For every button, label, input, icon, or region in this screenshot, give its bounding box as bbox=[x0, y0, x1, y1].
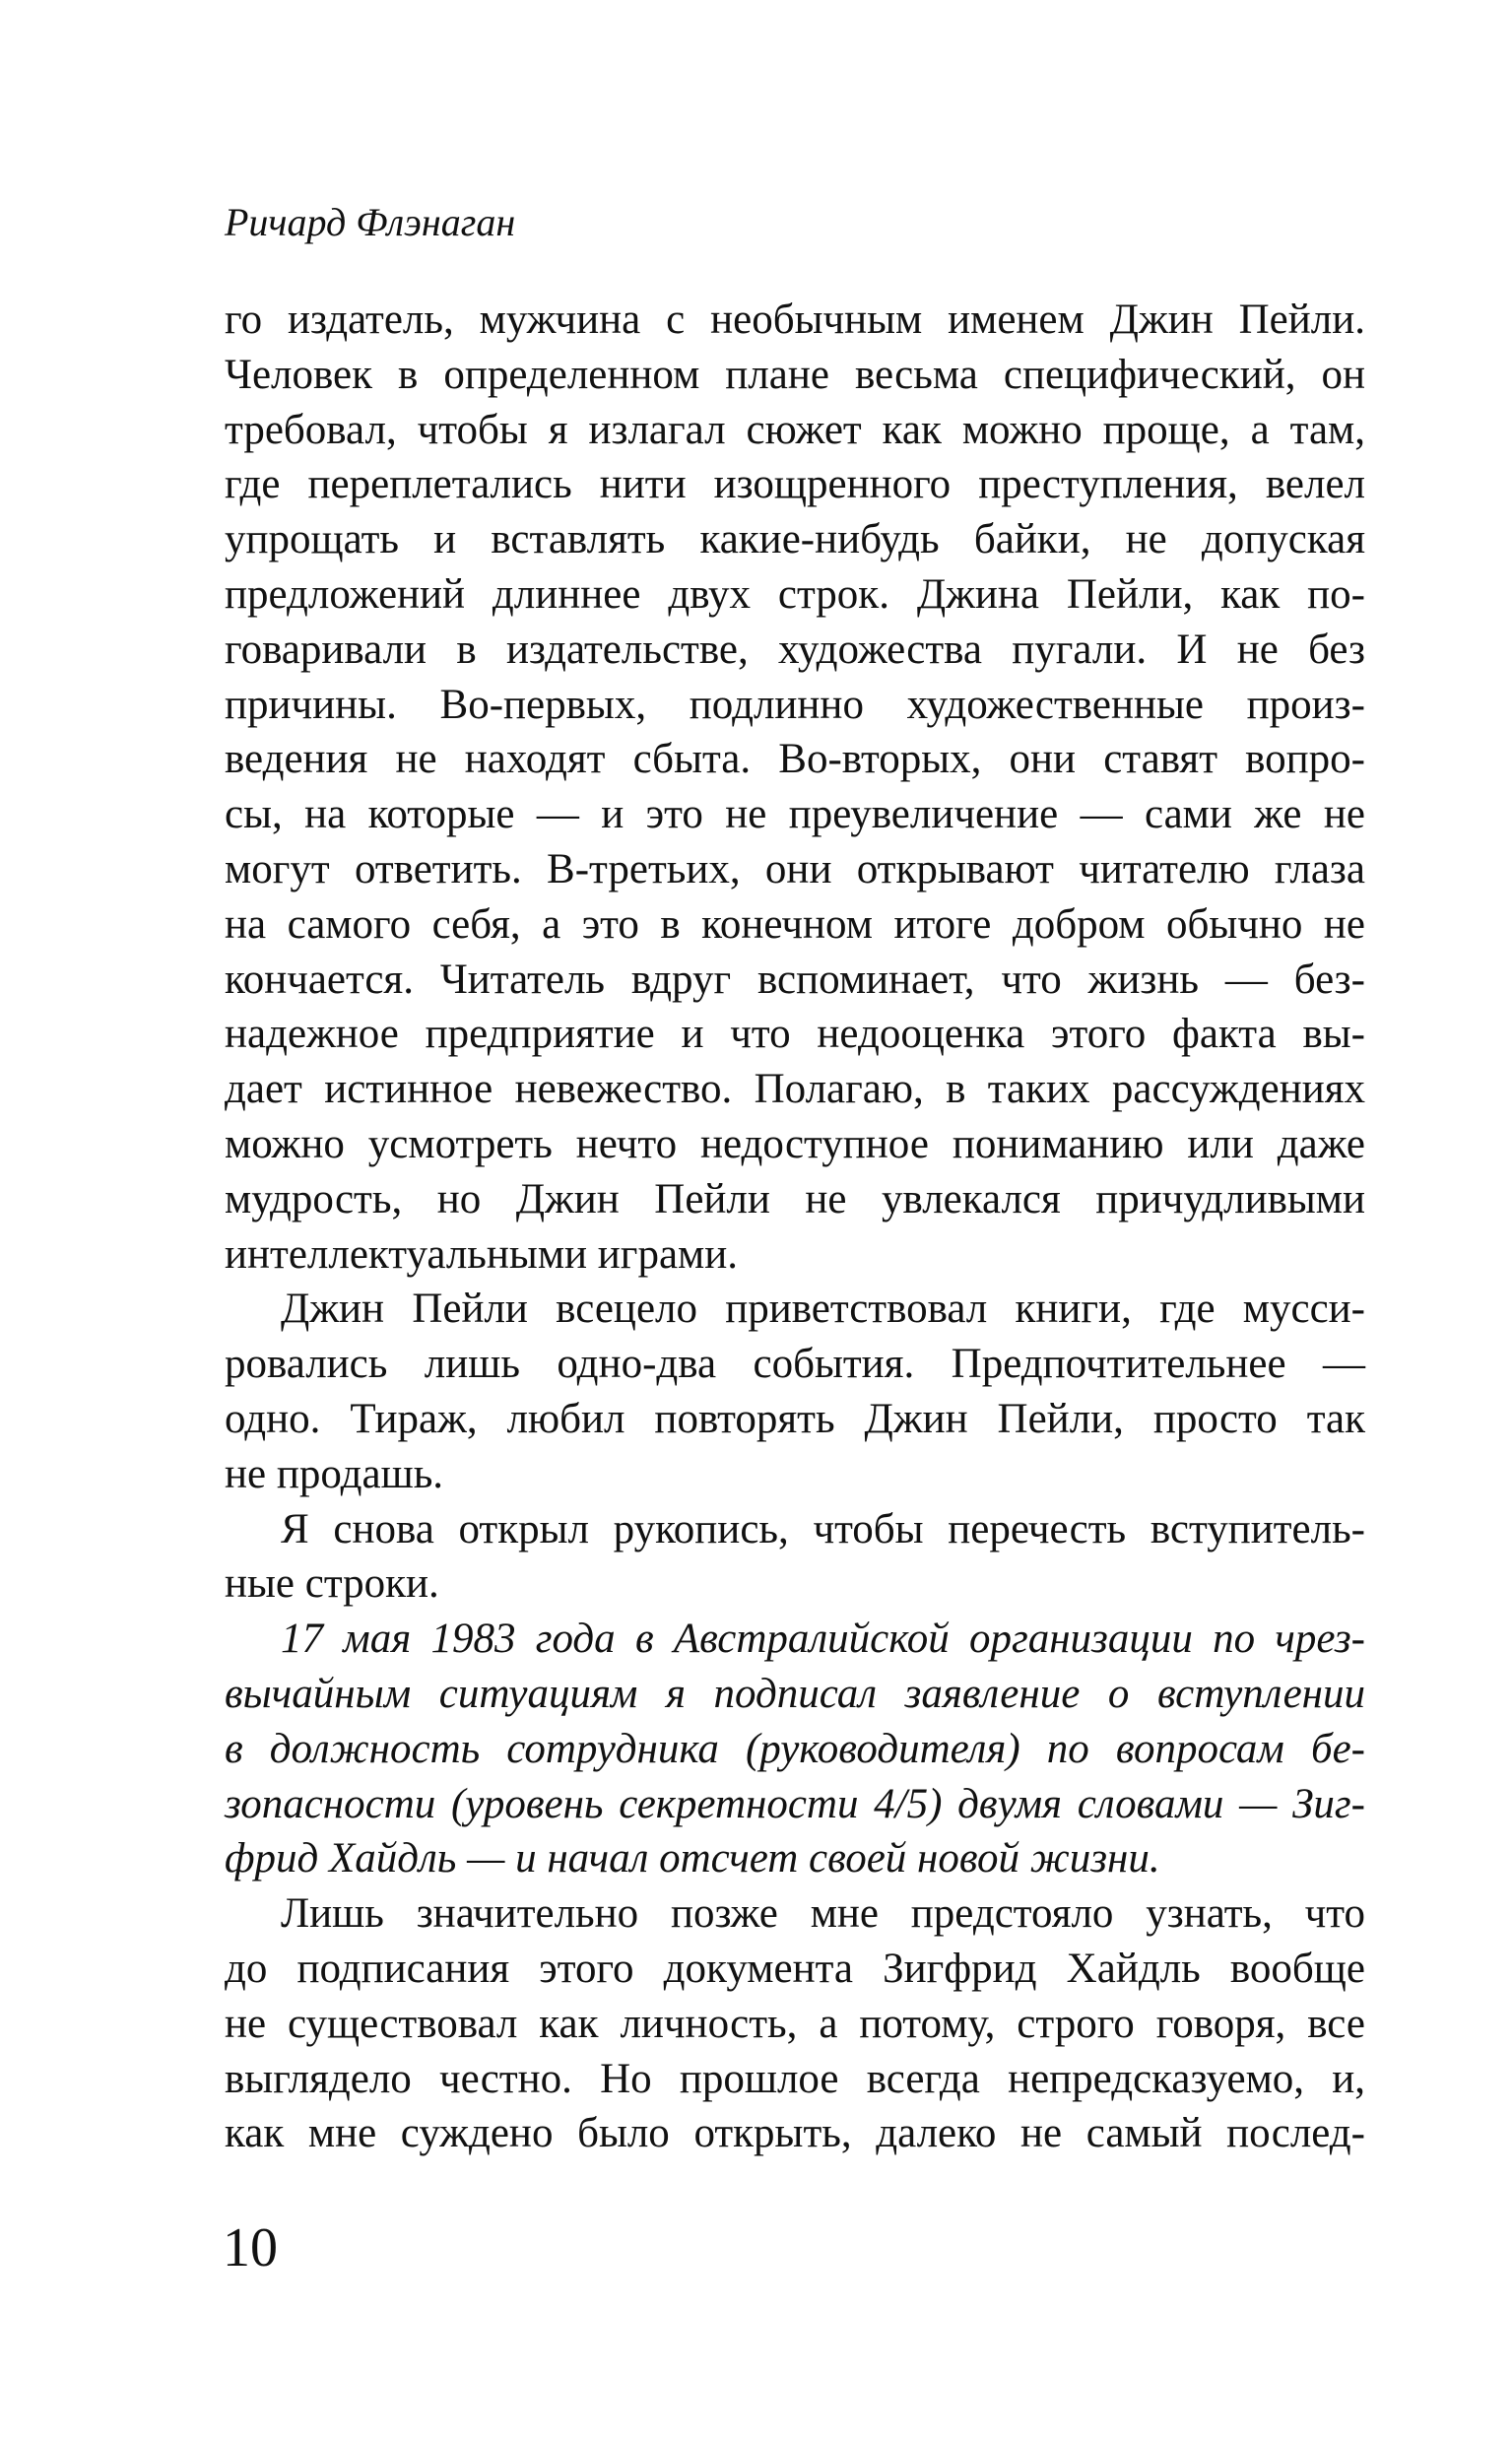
text-line: интеллектуальными играми. bbox=[225, 1230, 738, 1278]
quote-line: в должность сотрудника (руководителя) по вопросам бе- bbox=[225, 1725, 1365, 1772]
text-line: ные строки. bbox=[225, 1560, 439, 1608]
running-head-author: Ричард Флэнаган bbox=[225, 200, 516, 244]
text-line: на самого себя, а это в конечном итоге добром обычно не bbox=[225, 900, 1365, 948]
text-line: сы, на которые — и это не преувеличение — сами же не bbox=[225, 791, 1365, 838]
text-line: Человек в определенном плане весьма специфический, он bbox=[225, 351, 1365, 398]
text-line: Джин Пейли всецело приветствовал книги, где мусси- bbox=[281, 1286, 1365, 1333]
text-line: причины. Во-первых, подлинно художественные произ- bbox=[225, 681, 1365, 728]
text-line: ведения не находят сбыта. Во-вторых, они ставят вопро- bbox=[225, 736, 1365, 783]
page-number: 10 bbox=[223, 2217, 278, 2278]
text-line: надежное предприятие и что недооценка этого факта вы- bbox=[225, 1011, 1365, 1058]
text-line: как мне суждено было открыть, далеко не самый послед- bbox=[225, 2110, 1365, 2157]
text-line: говаривали в издательстве, художества пугали. И не без bbox=[225, 626, 1365, 673]
text-line: ровались лишь одно-два события. Предпочтительнее — bbox=[225, 1341, 1365, 1388]
text-line: выглядело честно. Но прошлое всегда непредсказуемо, и, bbox=[225, 2055, 1365, 2102]
text-line: могут ответить. В-третьих, они открывают читателю глаза bbox=[225, 845, 1365, 892]
text-line: до подписания этого документа Зигфрид Хайдль вообще bbox=[225, 1945, 1365, 1992]
text-line: мудрость, но Джин Пейли не увлекался причудливыми bbox=[225, 1175, 1365, 1222]
text-line: можно усмотреть нечто недоступное пониманию или даже bbox=[225, 1120, 1365, 1167]
text-line: Я снова открыл рукопись, чтобы перечесть вступитель- bbox=[281, 1505, 1365, 1552]
text-line: дает истинное невежество. Полагаю, в таких рассуждениях bbox=[225, 1066, 1365, 1113]
quote-line: вычайным ситуациям я подписал заявление о вступлении bbox=[225, 1670, 1365, 1717]
body-text bbox=[225, 293, 1365, 2161]
text-line: одно. Тираж, любил повторять Джин Пейли, просто так bbox=[225, 1395, 1365, 1442]
text-line: требовал, чтобы я излагал сюжет как можно проще, а там, bbox=[225, 406, 1365, 453]
text-line: не продашь. bbox=[225, 1450, 444, 1497]
text-line: предложений длиннее двух строк. Джина Пейли, как по- bbox=[225, 570, 1365, 618]
text-line: кончается. Читатель вдруг вспоминает, что жизнь — без- bbox=[225, 956, 1365, 1003]
text-line: где переплетались нити изощренного преступления, велел bbox=[225, 461, 1365, 508]
text-line: не существовал как личность, а потому, строго говоря, все bbox=[225, 2000, 1365, 2047]
text-line: го издатель, мужчина с необычным именем Джин Пейли. bbox=[225, 297, 1365, 343]
text-line: Лишь значительно позже мне предстояло узнать, что bbox=[281, 1890, 1365, 1938]
quote-line: фрид Хайдль — и начал отсчет своей новой жизни. bbox=[225, 1835, 1160, 1882]
quote-line: 17 мая 1983 года в Австралийской организации по чрез- bbox=[281, 1616, 1365, 1663]
text-line: упрощать и вставлять какие-нибудь байки, не допуская bbox=[225, 516, 1365, 563]
quote-line: зопасности (уровень секретности 4/5) двумя словами — Зиг- bbox=[225, 1780, 1365, 1827]
